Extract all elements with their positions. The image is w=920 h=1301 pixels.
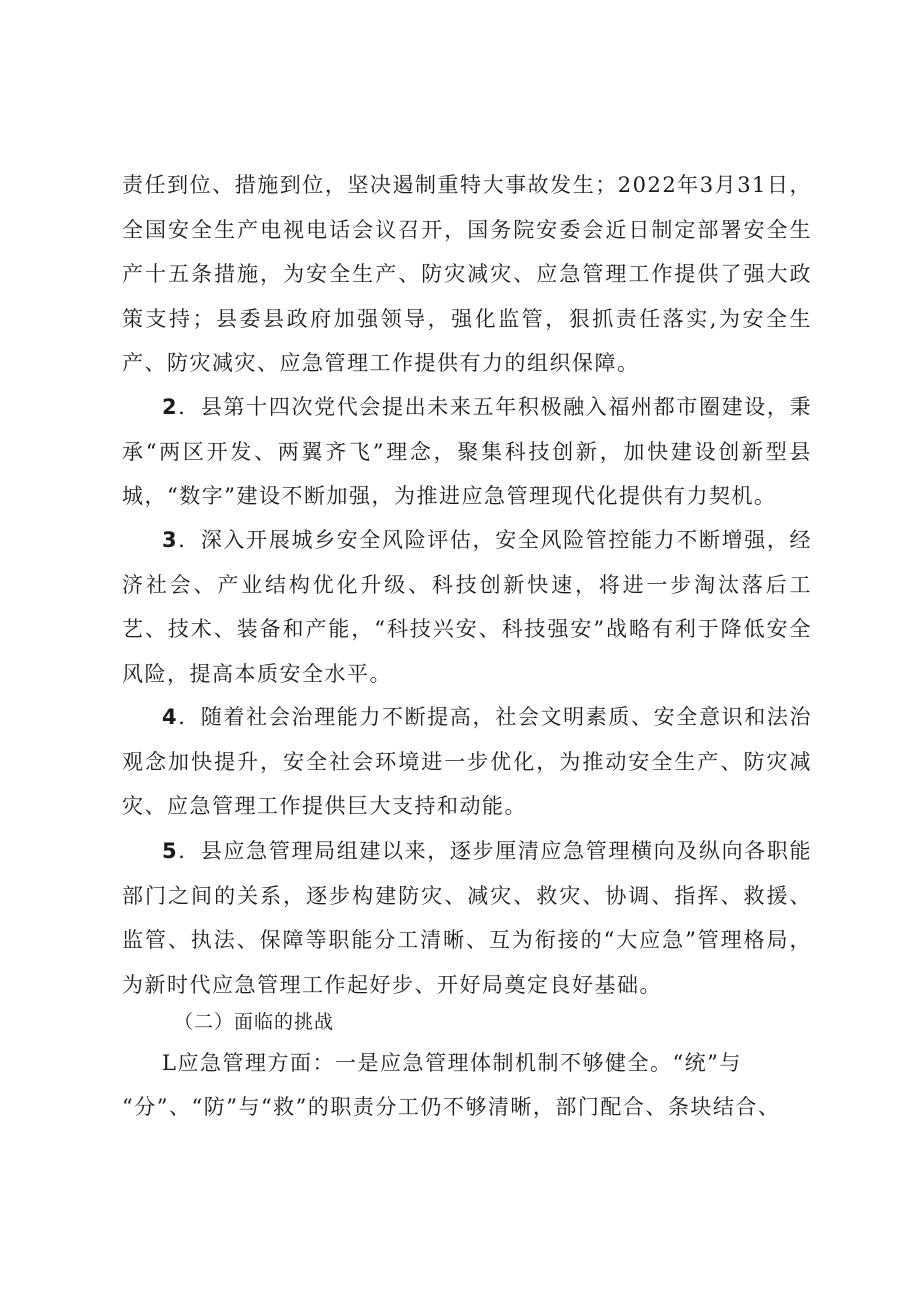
paragraph-text: ．县第十四次党代会提出未来五年积极融入福州都市圈建设，秉承“两区开发、两翼齐飞”理念，聚集科技创新，加快建设创新型县城，“数字”建设不断加强，为推进应急管理现代化提供有力契机。 xyxy=(122,395,812,508)
item-number: 5 xyxy=(162,839,179,863)
paragraph-continuation: 责任到位、措施到位，坚决遏制重特大事故发生；2022年3月31日，全国安全生产电视电话会议召开，国务院安委会近日制定部署安全生产十五条措施，为安全生产、防灾减灾、应急管理工作提供了强大政策支持；县委县政府加强领导，强化监管，狠抓责任落实,为安全生产、防灾减灾、应急管理工作提供有力的组织保障。 xyxy=(122,173,812,375)
paragraph-item-2 xyxy=(122,385,812,519)
paragraph-challenge-line1: L应急管理方面：一是应急管理体制机制不够健全。“统”与 xyxy=(162,1051,742,1075)
paragraph-challenge-line2: “分”、“防”与“救”的职责分工仍不够清晰，部门配合、条块结合、 xyxy=(122,1095,781,1119)
paragraph-item-3 xyxy=(122,518,812,696)
section-heading: （二）面临的挑战 xyxy=(174,1011,335,1033)
paragraph-text: ．随着社会治理能力不断提高，社会文明素质、安全意识和法治观念加快提升，安全社会环境进一步优化，为推动安全生产、防灾减灾、应急管理工作提供巨大支持和动能。 xyxy=(122,705,812,818)
item-number: 2 xyxy=(162,395,179,419)
paragraph-item-5 xyxy=(122,829,812,1007)
paragraph-text: ．县应急管理局组建以来，逐步厘清应急管理横向及纵向各职能部门之间的关系，逐步构建防灾、减灾、救灾、协调、指挥、救援、监管、执法、保障等职能分工清晰、互为衔接的“大应急”管理格局，为新时代应急管理工作起好步、开好局奠定良好基础。 xyxy=(122,839,812,997)
item-number: 4 xyxy=(162,705,179,729)
paragraph-item-4 xyxy=(122,695,812,829)
item-number: 3 xyxy=(162,528,179,552)
paragraph-text: ．深入开展城乡安全风险评估，安全风险管控能力不断增强，经济社会、产业结构优化升级、科技创新快速，将进一步淘汰落后工艺、技术、装备和产能，“科技兴安、科技强安”战略有利于降低安全风险，提高本质安全水平。 xyxy=(122,528,812,686)
